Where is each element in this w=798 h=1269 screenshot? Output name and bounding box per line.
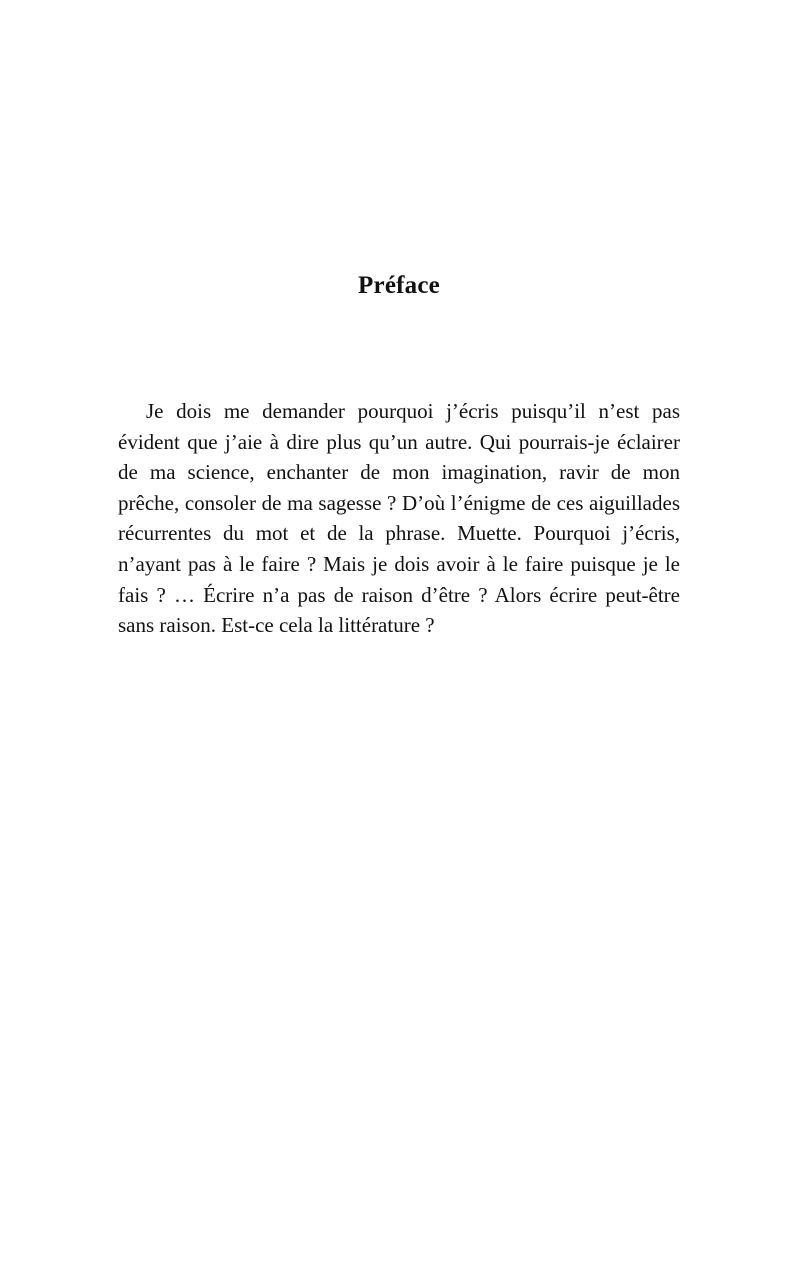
preface-paragraph: Je dois me demander pourquoi j’écris puisqu’il n’est pas évident que j’aie à dire plus qu’un autre. Qui pourrais-je éclairer de ma science, enchanter de mon imagination, ravir de mon prêche, consoler de ma sagesse ? D’où l’énigme de ces aiguillades récurrentes du mot et de la phrase. Muette. Pourquoi j’écris, n’ayant pas à le faire ? Mais je dois avoir à le faire puisque je le fais ? … Écrire n’a pas de raison d’être ? Alors écrire peut-être sans raison. Est-ce cela la littérature ? xyxy=(118,399,680,638)
page-title: Préface xyxy=(358,272,440,299)
